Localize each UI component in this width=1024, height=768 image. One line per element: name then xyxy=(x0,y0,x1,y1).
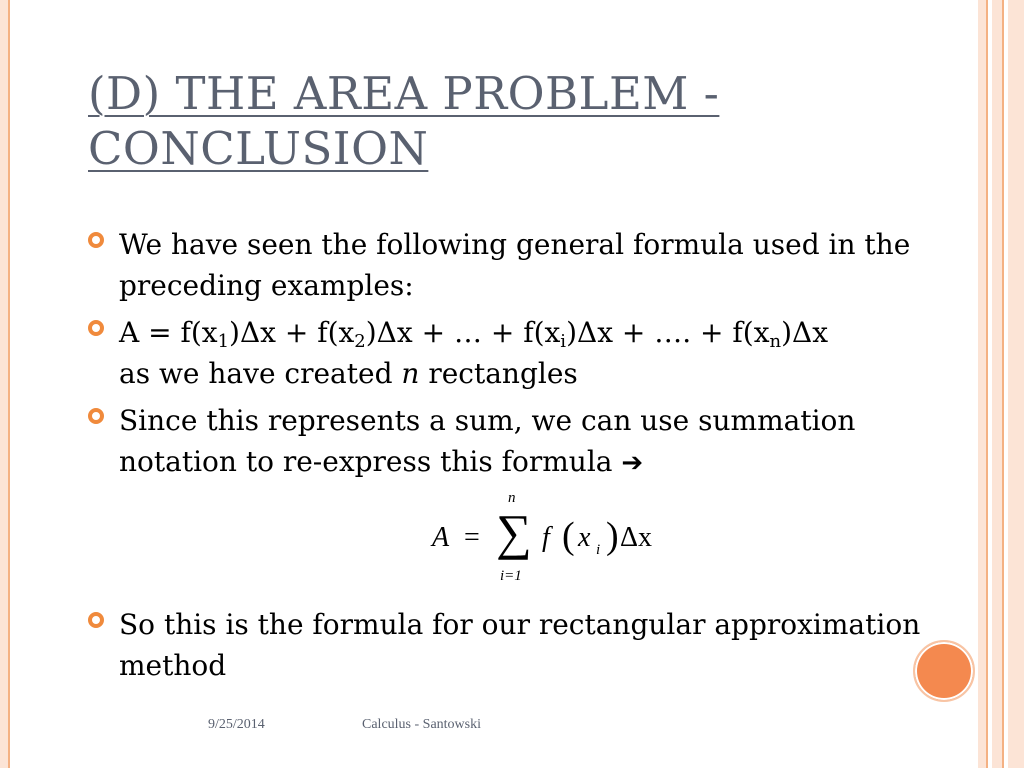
bullet-item xyxy=(88,224,968,306)
bullet-item xyxy=(88,312,968,394)
bullet-formula-text: $A = f(x_1)\Delta x + f(x_2)\Delta x$ + … + $f(x_i)\Delta x$ + …. + $f(x_n)\Delta x$ as we have created n rectangles xyxy=(119,316,829,390)
sigma-symbol: ∑ xyxy=(496,504,532,560)
title-line-1: (D) THE AREA PROBLEM - xyxy=(88,67,720,120)
summation-formula: A = n ∑ i=1 f ( x i ) Δx xyxy=(432,490,653,584)
bullet-item xyxy=(88,400,968,484)
right-border xyxy=(978,0,1024,768)
bullet-text: We have seen the following general formula used in the preceding examples: xyxy=(119,228,911,302)
slide-title xyxy=(88,66,808,176)
right-arrow-icon: ➔ xyxy=(621,448,644,478)
bullet-circle-icon xyxy=(88,320,104,336)
bullet-circle-icon xyxy=(88,232,104,248)
bullet-circle-icon xyxy=(88,612,104,628)
bullet-list xyxy=(88,224,968,692)
footer-date: 9/25/2014 xyxy=(208,717,265,732)
left-border xyxy=(0,0,10,768)
decorative-circle xyxy=(913,640,975,702)
title-line-2: CONCLUSION xyxy=(88,122,429,175)
bullet-item xyxy=(88,604,968,686)
bullet-text: Since this represents a sum, we can use summation notation to re-express this formula xyxy=(119,404,856,478)
footer-course: Calculus - Santowski xyxy=(362,717,481,732)
bullet-circle-icon xyxy=(88,408,104,424)
bullet-text: So this is the formula for our rectangular approximation method xyxy=(119,608,921,682)
